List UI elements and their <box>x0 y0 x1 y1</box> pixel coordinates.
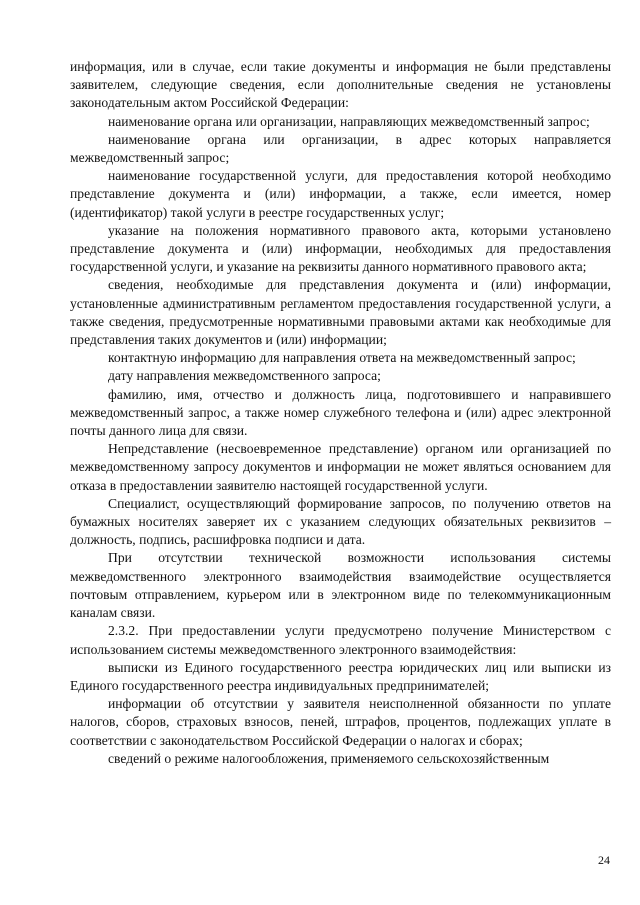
paragraph-contact-info: контактную информацию для направления ответа на межведомственный запрос; <box>108 350 576 366</box>
paragraph-responsible-person: фамилию, имя, отчество и должность лица, подготовившего и направившего межведомственный запрос, а также номер служебного телефона и (или) адрес электронной почты данного лица для связи. <box>70 386 611 439</box>
page-number: 24 <box>598 853 610 867</box>
paragraph-tax-obligations: информации об отсутствии у заявителя неисполненной обязанности по уплате налогов, сборов, страховых взносов, пеней, штрафов, процентов, подлежащих уплате в соответствии с законодательством Российской Федерации о налогах и сборах; <box>70 696 611 748</box>
paragraph-no-technical-capability: При отсутствии технической возможности использования системы межведомственного электронного взаимодействия взаимодействие осуществляется почтовым отправлением, курьером или в электронном виде по телекоммуникационным каналам связи. <box>70 550 611 621</box>
paragraph-continuation: информация, или в случае, если такие документы и информация не были представлены заявителем, следующие сведения, если дополнительные сведения не установлены законодательным актом Российской Федерации: <box>70 59 611 111</box>
paragraph-recipient-organ: наименование органа или организации, в адрес которых направляется межведомственный запрос; <box>70 131 611 166</box>
paragraph-service-name: наименование государственной услуги, для предоставления которой необходимо представление документа и (или) информации, а также, если имеется, номер (идентификатор) такой услуги в реестре государственных услуг; <box>70 168 611 220</box>
paragraph-section-2-3-2: 2.3.2. При предоставлении услуги предусмотрено получение Министерством с использованием системы межведомственного электронного взаимодействия: <box>70 623 611 657</box>
paragraph-legal-act: указание на положения нормативного правового акта, которыми установлено представление документа и (или) информации, необходимых для предоставления государственной услуги, и указание на реквизиты данного нормативного правового акта; <box>70 222 611 275</box>
paragraph-registry-extract: выписки из Единого государственного реестра юридических лиц или выписки из Единого государственного реестра индивидуальных предпринимателей; <box>70 659 611 693</box>
document-body <box>70 58 611 768</box>
paragraph-requesting-organ: наименование органа или организации, направляющих межведомственный запрос; <box>108 113 590 129</box>
paragraph-tax-regime: сведений о режиме налогообложения, применяемого сельскохозяйственным <box>108 750 550 766</box>
paragraph-required-info: сведения, необходимые для представления документа и (или) информации, установленные административным регламентом предоставления государственной услуги, а также сведения, предусмотренные нормативными правовыми актами как необходимые для представления таких документов и (или) информации; <box>70 277 611 348</box>
paragraph-request-date: дату направления межведомственного запроса; <box>108 368 381 384</box>
paragraph-non-submission: Непредставление (несвоевременное представление) органом или организацией по межведомственному запросу документов и информации не может являться основанием для отказа в предоставлении заявителю настоящей государственной услуги. <box>70 441 611 493</box>
paragraph-specialist: Специалист, осуществляющий формирование запросов, по получению ответов на бумажных носителях заверяет их с указанием следующих обязательных реквизитов – должность, подпись, расшифровка подписи и дата. <box>70 495 611 548</box>
